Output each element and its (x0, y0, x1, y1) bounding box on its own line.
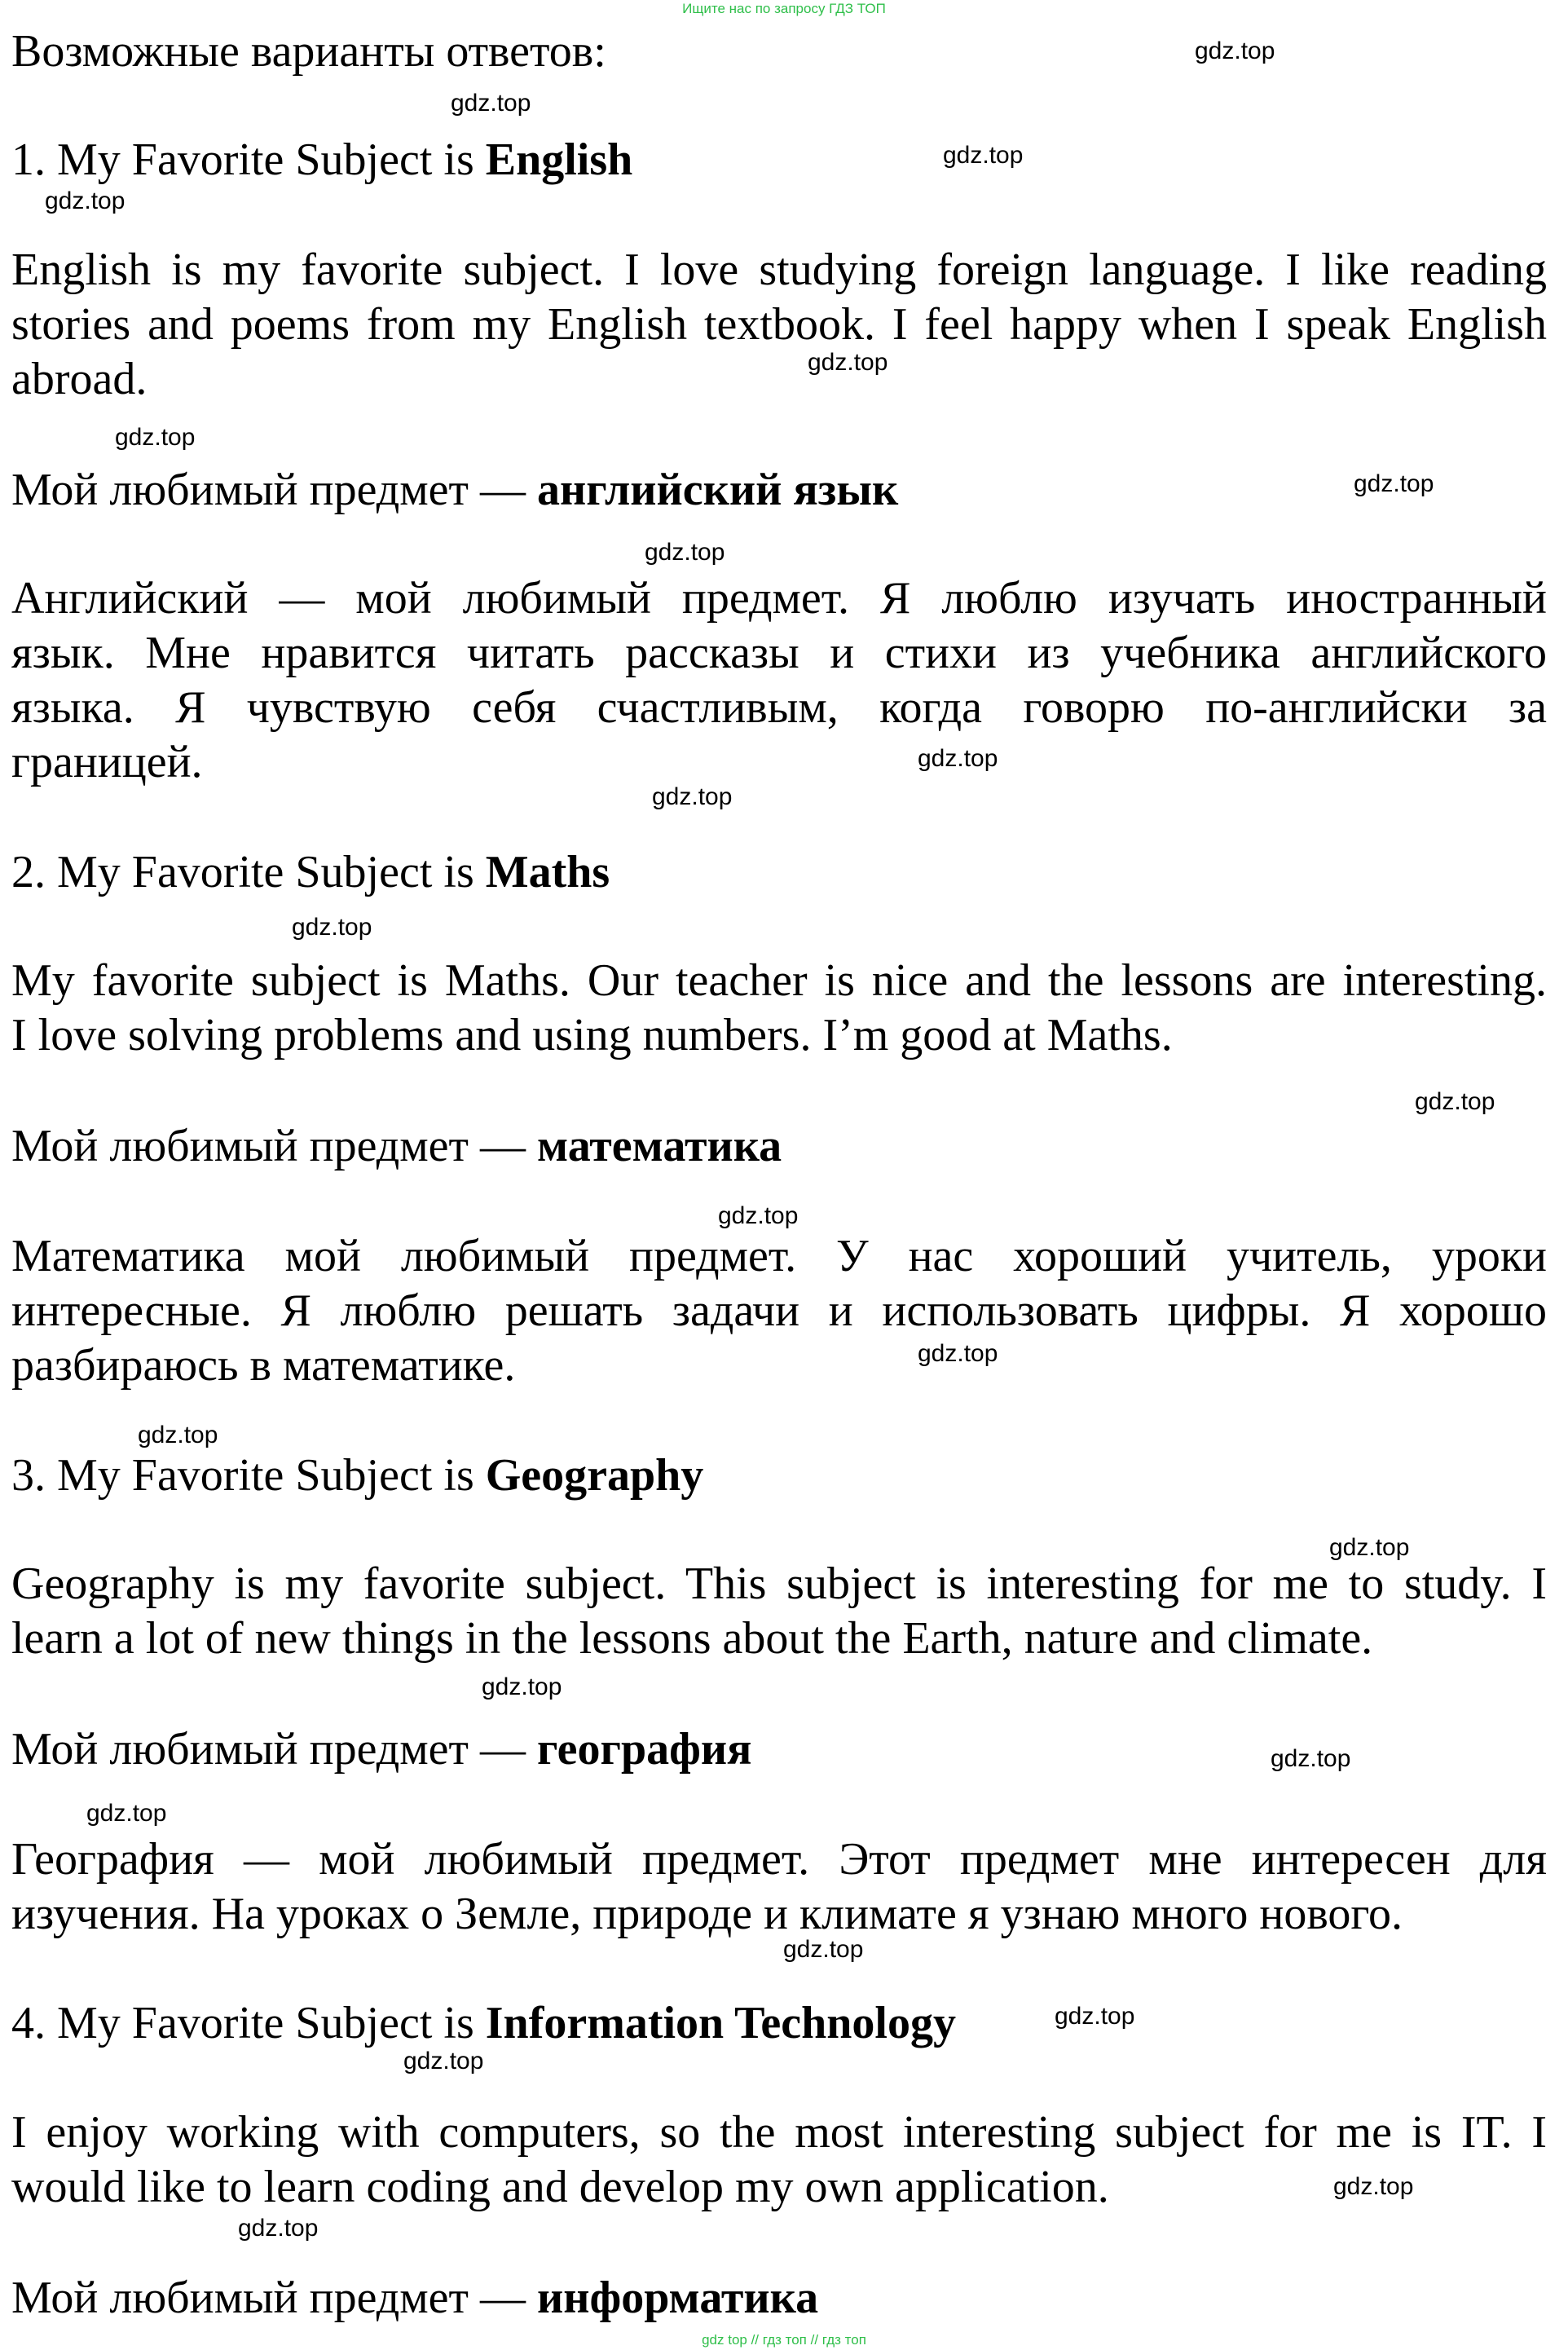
section-1-russian-heading: Мой любимый предмет — английский язык (11, 465, 899, 515)
watermark: gdz.top (115, 424, 196, 451)
section-4-english-text: I enjoy working with computers, so the most interesting subject for me is IT. I would like to learn coding and develop my own application. (11, 2107, 1547, 2212)
section-3-russian-heading: Мой любимый предмет — география (11, 1724, 752, 1775)
watermark: gdz.top (1271, 1745, 1351, 1772)
footer-note: gdz top // гдз топ // гдз топ (702, 2332, 866, 2348)
watermark: gdz.top (292, 914, 372, 941)
watermark: gdz.top (652, 783, 733, 810)
watermark: gdz.top (1333, 2173, 1414, 2200)
watermark: gdz.top (918, 745, 998, 772)
section-4-heading: 4. My Favorite Subject is Information Technology (11, 1998, 956, 2048)
watermark: gdz.top (1354, 470, 1434, 497)
watermark: gdz.top (1329, 1534, 1410, 1561)
section-3-heading: 3. My Favorite Subject is Geography (11, 1450, 704, 1501)
header-note: Ищите нас по запросу ГДЗ ТОП (682, 1, 886, 16)
section-2-heading: 2. My Favorite Subject is Maths (11, 847, 610, 897)
watermark: gdz.top (45, 187, 126, 214)
watermark: gdz.top (1415, 1088, 1495, 1115)
watermark: gdz.top (1195, 37, 1275, 64)
watermark: gdz.top (138, 1422, 218, 1448)
watermark: gdz.top (403, 2048, 484, 2074)
section-1-heading: 1. My Favorite Subject is English (11, 134, 633, 185)
section-2-english-text: My favorite subject is Maths. Our teacher is nice and the lessons are interesting. I love solving problems and using numbers. I’m good at Maths. (11, 955, 1547, 1060)
watermark: gdz.top (86, 1800, 167, 1827)
watermark: gdz.top (918, 1340, 998, 1367)
section-1-english-text: English is my favorite subject. I love studying foreign language. I like reading stories and poems from my English textbook. I feel happy when I speak English abroad. (11, 245, 1547, 404)
watermark: gdz.top (451, 90, 531, 117)
section-2-russian-text: Математика мой любимый предмет. У нас хороший учитель, уроки интересные. Я люблю решать задачи и использовать цифры. Я хорошо разбираюсь в математике. (11, 1231, 1547, 1391)
section-3-russian-text: География — мой любимый предмет. Этот предмет мне интересен для изучения. На уроках о Земле, природе и климате я узнаю много нового. (11, 1834, 1547, 1939)
section-1-russian-text: Английский — мой любимый предмет. Я люблю изучать иностранный язык. Мне нравится читать рассказы и стихи из учебника английского языка. Я чувствую себя счастливым, когда говорю по-английски за границей. (11, 573, 1547, 787)
watermark: gdz.top (783, 1936, 864, 1963)
section-4-russian-heading: Мой любимый предмет — информатика (11, 2273, 819, 2323)
section-3-english-text: Geography is my favorite subject. This subject is interesting for me to study. I learn a lot of new things in the lessons about the Earth, nature and climate. (11, 1559, 1547, 1664)
intro-text: Возможные варианты ответов: (11, 26, 606, 77)
watermark: gdz.top (482, 1673, 562, 1700)
watermark: gdz.top (943, 142, 1024, 169)
watermark: gdz.top (808, 349, 888, 376)
watermark: gdz.top (718, 1202, 799, 1229)
section-2-russian-heading: Мой любимый предмет — математика (11, 1121, 782, 1171)
watermark: gdz.top (645, 539, 725, 566)
watermark: gdz.top (238, 2215, 319, 2242)
watermark: gdz.top (1055, 2003, 1135, 2030)
